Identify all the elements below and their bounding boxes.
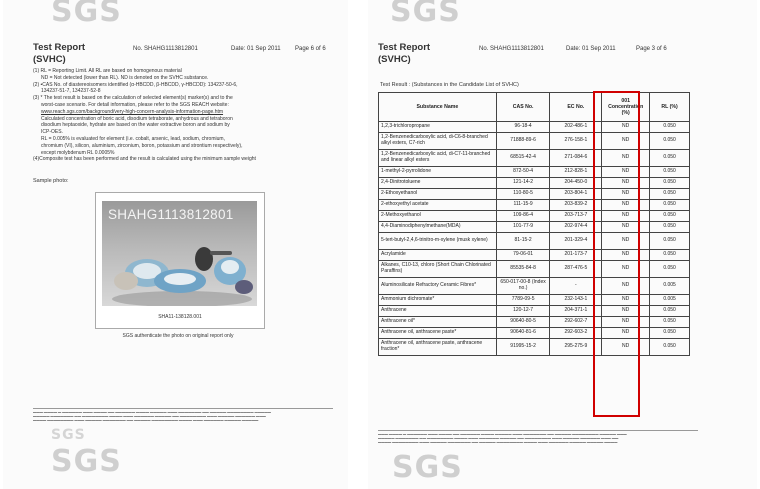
ec-no: 203-839-2 — [550, 200, 602, 211]
cas-no: 91995-15-2 — [496, 339, 550, 356]
ec-no: 204-450-0 — [550, 178, 602, 189]
ec-no: 212-828-1 — [550, 167, 602, 178]
substance-name: 1-methyl-2-pyrrolidone — [379, 167, 497, 178]
sgs-stamp: SGS — [51, 427, 86, 443]
substance-name: 1,2-Benzenedicarboxylic acid, di-C6-8-branched alkyl esters, C7-rich — [379, 133, 497, 150]
report-page-right — [368, 0, 757, 489]
note-line: except molybdenum RL 0.0005% — [41, 149, 115, 156]
ec-no: 292-603-2 — [550, 328, 602, 339]
table-row — [379, 122, 690, 133]
substance-name: Ammonium dichromate* — [379, 295, 497, 306]
ec-no: 287-476-5 — [550, 261, 602, 278]
sample-photo-frame — [95, 192, 265, 329]
cas-no: 90640-81-6 — [496, 328, 550, 339]
rl: 0.050 — [650, 189, 690, 200]
cas-no: 81-15-2 — [496, 233, 550, 250]
report-title: Test Report — [378, 42, 431, 53]
svhc-results-table — [378, 92, 690, 356]
photo-authenticity-note: SGS authenticate the photo on original report only — [122, 333, 234, 339]
table-row — [379, 222, 690, 233]
concentration: ND — [602, 317, 650, 328]
note-line: Calculated concentration of boric acid, disodium tetraborate, anhydrous and tetraboron — [41, 115, 233, 122]
cas-no: 96-18-4 — [496, 122, 550, 133]
page-number: Page 3 of 6 — [636, 46, 667, 52]
note-line: chromium (VI), silicon, aluminium, zirconium, boron, potassium and strontium respectively), — [41, 142, 243, 149]
rl: 0.050 — [650, 328, 690, 339]
sgs-logo: SGS — [51, 0, 122, 29]
table-row — [379, 167, 690, 178]
concentration: ND — [602, 261, 650, 278]
rl: 0.050 — [650, 178, 690, 189]
concentration: ND — [602, 278, 650, 295]
note-line: 134237-51-7, 134237-52-8 — [41, 88, 101, 95]
concentration: ND — [602, 328, 650, 339]
cas-no: 110-80-5 — [496, 189, 550, 200]
table-row — [379, 211, 690, 222]
cas-no: 79-06-01 — [496, 250, 550, 261]
cas-no: 7789-09-5 — [496, 295, 550, 306]
note-line: ND = Not detected (lower than RL). ND is denoted on the SVHC substance. — [41, 74, 209, 81]
rl: 0.005 — [650, 278, 690, 295]
sgs-footer-logo: SGS — [392, 450, 463, 485]
rl: 0.050 — [650, 250, 690, 261]
concentration: ND — [602, 178, 650, 189]
table-row — [379, 189, 690, 200]
page-gutter — [349, 0, 367, 489]
concentration: ND — [602, 211, 650, 222]
table-row — [379, 339, 690, 356]
report-date: Date: 01 Sep 2011 — [231, 46, 281, 52]
ec-no: - — [550, 278, 602, 295]
note-line: worst-case scenario. For detail information, please refer to the SGS REACH website: — [41, 101, 229, 108]
rl: 0.005 — [650, 295, 690, 306]
concentration: ND — [602, 189, 650, 200]
ec-no: 201-329-4 — [550, 233, 602, 250]
cas-no: 111-15-9 — [496, 200, 550, 211]
cas-no: 872-50-4 — [496, 167, 550, 178]
toy-photo-illustration — [102, 201, 257, 306]
concentration: ND — [602, 250, 650, 261]
ec-no: 292-602-7 — [550, 317, 602, 328]
substance-name: Anthracene — [379, 306, 497, 317]
cas-no: 85535-84-8 — [496, 261, 550, 278]
table-row — [379, 133, 690, 150]
note-line: (2) •CAS No. of diastereoisomers identified (α-HBCDD, β-HBCDD, γ-HBCDD): 134237-50-6, — [33, 81, 238, 88]
report-subtitle: (SVHC) — [378, 54, 411, 65]
header-cas-no: CAS No. — [496, 93, 550, 122]
cas-no: 121-14-2 — [496, 178, 550, 189]
table-row — [379, 278, 690, 295]
rl: 0.050 — [650, 211, 690, 222]
rl: 0.050 — [650, 222, 690, 233]
note-line: (4)Composite test has been performed and the result is calculated using the minimum sample weight — [33, 156, 256, 163]
concentration: ND — [602, 133, 650, 150]
ec-no: 204-371-1 — [550, 306, 602, 317]
ec-no: 271-084-6 — [550, 150, 602, 167]
table-row — [379, 328, 690, 339]
table-row — [379, 250, 690, 261]
header-rl: RL (%) — [650, 93, 690, 122]
substance-name: 2-Ethoxyethanol — [379, 189, 497, 200]
table-row — [379, 150, 690, 167]
sgs-logo: SGS — [390, 0, 461, 29]
substance-name: 4,4-Diaminodiphenylmethane(MDA) — [379, 222, 497, 233]
sgs-footer-logo: SGS — [51, 444, 122, 479]
ec-no: 295-275-9 — [550, 339, 602, 356]
table-row — [379, 178, 690, 189]
substance-name: Aluminosilicate Refractory Ceramic Fibres* — [379, 278, 497, 295]
photo-sample-id: SHAHG1113812801 — [108, 207, 234, 222]
substance-name: Anthracene oil, anthracene paste, anthracene fraction* — [379, 339, 497, 356]
table-row — [379, 295, 690, 306]
rl: 0.050 — [650, 317, 690, 328]
cas-no: 71888-89-6 — [496, 133, 550, 150]
sgs-reach-link[interactable]: www.reach.sgs.com/background/very-high-concern-analysis-information-page.htm — [41, 108, 224, 115]
table-header-row — [379, 93, 690, 122]
rl: 0.050 — [650, 306, 690, 317]
report-page-left — [3, 0, 348, 489]
photo-caption: SHA11-138128.001 — [158, 314, 202, 320]
cas-no: 90640-80-5 — [496, 317, 550, 328]
substance-name: 2,4-Dinitrotoluene — [379, 178, 497, 189]
rl: 0.050 — [650, 150, 690, 167]
report-title: Test Report — [33, 42, 86, 53]
fine-print: ▬▬▬ ▬▬▬▬ ▬ ▬▬▬▬▬▬ ▬▬▬ ▬▬▬▬ ▬▬ ▬▬▬▬▬▬ ▬▬▬▬ ▬▬▬▬▬ ▬▬▬ ▬▬▬▬▬▬▬ ▬▬ ▬▬▬▬▬ ▬▬▬▬▬▬▬▬ ▬▬▬▬▬ ▬▬▬▬▬ ▬▬▬▬▬▬▬ ▬▬ ▬▬▬▬▬▬▬▬ ▬▬▬▬ ▬▬▬ ▬▬▬▬▬▬ ▬▬▬▬▬ ▬▬ ▬▬▬▬▬▬▬▬ ▬▬▬ ▬▬▬▬▬ ▬▬▬▬▬▬ ▬▬▬ ▬▬▬▬ ▬▬▬▬▬▬▬▬ ▬▬▬ ▬▬▬▬▬ ▬▬▬▬▬▬▬ ▬▬ ▬▬▬▬▬ ▬▬▬▬▬▬▬▬ ▬▬▬▬ ▬▬▬ ▬▬▬▬▬▬ ▬▬▬▬▬ ▬▬▬▬▬ — [33, 408, 333, 422]
header-concentration: 001 Concentration (%) — [602, 93, 650, 122]
cas-no: 68515-42-4 — [496, 150, 550, 167]
substance-name: 2-ethoxyethyl acetate — [379, 200, 497, 211]
concentration: ND — [602, 222, 650, 233]
sample-photo — [102, 201, 257, 306]
concentration: ND — [602, 122, 650, 133]
report-number: No. SHAHG1113812801 — [479, 46, 544, 52]
substance-name: 1,2-Benzenedicarboxylic acid, di-C7-11-branched and linear alkyl esters — [379, 150, 497, 167]
test-result-label: Test Result : (Substances in the Candidate List of SVHC) — [380, 82, 519, 88]
cas-no: 101-77-9 — [496, 222, 550, 233]
header-substance-name: Substance Name — [379, 93, 497, 122]
concentration: ND — [602, 233, 650, 250]
cas-no: 120-12-7 — [496, 306, 550, 317]
table-row — [379, 306, 690, 317]
rl: 0.050 — [650, 122, 690, 133]
report-number: No. SHAHG1113812801 — [133, 46, 198, 52]
table-row — [379, 261, 690, 278]
note-line: (3) * The test result is based on the calculation of selected element(s) marker(s) and to the — [33, 95, 233, 102]
concentration: ND — [602, 306, 650, 317]
sample-photo-label: Sample photo: — [33, 178, 69, 184]
note-line: ICP-OES. — [41, 129, 63, 136]
substance-name: 2-Methoxyethanol — [379, 211, 497, 222]
substance-name: Alkanes, C10-13, chloro (Short Chain Chlorinated Paraffins) — [379, 261, 497, 278]
page-number: Page 6 of 6 — [295, 46, 326, 52]
substance-name: 5-tert-butyl-2,4,6-trinitro-m-xylene (musk xylene) — [379, 233, 497, 250]
concentration: ND — [602, 167, 650, 178]
ec-no: 202-974-4 — [550, 222, 602, 233]
ec-no: 276-158-1 — [550, 133, 602, 150]
note-line: disodium heptaoxide, hydrate are based on the water extractive boron and sodium by — [41, 122, 230, 129]
note-line: RL = 0.005% is evaluated for element (i.e. cobalt, arsenic, lead, sodium, chromium, — [41, 135, 225, 142]
report-date: Date: 01 Sep 2011 — [566, 46, 616, 52]
substance-name: Acrylamide — [379, 250, 497, 261]
ec-no: 203-804-1 — [550, 189, 602, 200]
substance-name: Anthracene oil* — [379, 317, 497, 328]
substance-name: Anthracene oil, anthracene paste* — [379, 328, 497, 339]
ec-no: 202-486-1 — [550, 122, 602, 133]
table-row — [379, 233, 690, 250]
rl: 0.050 — [650, 261, 690, 278]
cas-no: 109-86-4 — [496, 211, 550, 222]
concentration: ND — [602, 200, 650, 211]
report-subtitle: (SVHC) — [33, 54, 66, 65]
rl: 0.050 — [650, 200, 690, 211]
concentration: ND — [602, 339, 650, 356]
rl: 0.050 — [650, 133, 690, 150]
note-line: (1) RL = Reporting Limit. All RL are based on homogenous material — [33, 68, 182, 74]
substance-name: 1,2,3-trichloropropane — [379, 122, 497, 133]
concentration: ND — [602, 295, 650, 306]
ec-no: 203-713-7 — [550, 211, 602, 222]
rl: 0.050 — [650, 339, 690, 356]
header-ec-no: EC No. — [550, 93, 602, 122]
table-row — [379, 317, 690, 328]
rl: 0.050 — [650, 233, 690, 250]
ec-no: 201-173-7 — [550, 250, 602, 261]
fine-print: ▬▬▬ ▬▬▬▬ ▬ ▬▬▬▬▬▬ ▬▬▬ ▬▬▬▬ ▬▬ ▬▬▬▬▬▬ ▬▬▬▬ ▬▬▬▬▬ ▬▬▬ ▬▬▬▬▬▬▬ ▬▬ ▬▬▬▬▬ ▬▬▬▬▬▬▬▬ ▬▬▬▬▬ ▬▬▬ ▬▬▬▬▬ ▬▬▬▬▬▬▬ ▬▬ ▬▬▬▬▬▬▬▬ ▬▬▬▬ ▬▬▬ ▬▬▬▬▬▬ ▬▬▬▬▬ ▬▬ ▬▬▬▬▬▬▬▬ ▬▬▬ ▬▬▬▬▬ ▬▬▬▬▬▬ ▬▬▬ ▬▬ ▬▬▬▬ ▬▬▬▬▬▬▬▬ ▬▬▬ ▬▬▬▬▬ ▬▬▬▬▬▬▬ ▬▬ ▬▬▬▬▬ ▬▬▬▬▬▬▬▬ ▬▬▬▬ ▬▬▬ ▬▬▬▬▬▬ ▬▬▬▬▬ ▬▬▬▬▬ ▬▬▬▬ — [378, 430, 698, 444]
concentration: ND — [602, 150, 650, 167]
cas-no: 650-017-00-8 (Index no.) — [496, 278, 550, 295]
table-row — [379, 200, 690, 211]
rl: 0.050 — [650, 167, 690, 178]
ec-no: 232-143-1 — [550, 295, 602, 306]
concentration-column-highlight — [593, 91, 640, 417]
notes-block — [33, 68, 323, 163]
